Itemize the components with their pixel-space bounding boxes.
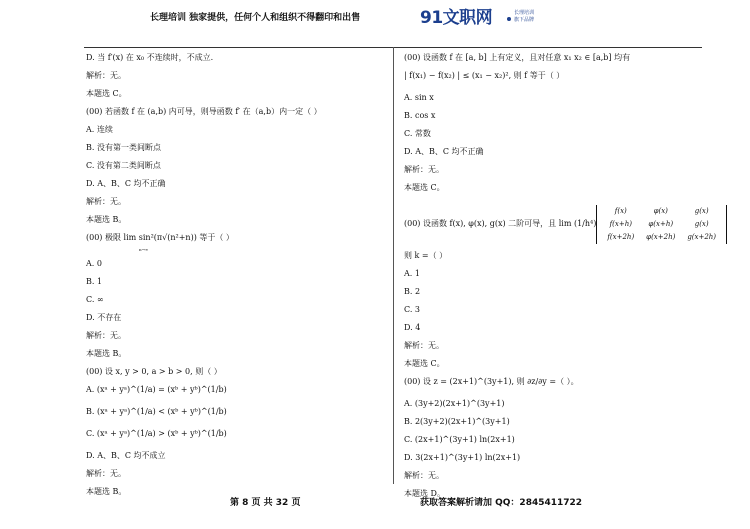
question-text: (00) 极限 lim sin²(π√(n²+n)) 等于（ ） [86,233,234,242]
text-line: 解析：无。 [86,197,126,206]
text-line: 本题选 B。 [86,349,127,358]
option-line: B. 2(3y+2)(2x+1)^(3y+1) [404,417,510,426]
matrix-cell: φ(x) [653,206,668,215]
question-line: (00) 设函数 f 在 [a, b] 上有定义，且对任意 x₁ x₂ ∈ [a,b] 均有 [404,53,631,62]
option-line: A. 0 [86,259,102,268]
question-line: (00) 设 z = (2x+1)^(3y+1), 则 ∂z/∂y =（ ）。 [404,377,579,386]
matrix-cell: g(x+2h) [687,232,717,241]
right-column [404,49,717,503]
option-line: A. (xᵃ + yᵃ)^(1/a) = (xᵇ + yᵇ)^(1/b) [86,385,227,394]
option-line: D. A、B、C 均不成立 [86,451,166,460]
text-line: 解析：无。 [404,471,444,480]
question-line: (00) 设 x, y > 0, a > b > 0, 则（ ） [86,367,222,376]
option-line: C. ∞ [86,295,104,304]
limit-subscript: n→∞ [139,247,149,252]
text-line: 本题选 C。 [404,183,445,192]
text-line: 解析：无。 [404,341,444,350]
determinant-matrix [596,205,727,244]
text-line: 本题选 D。 [404,489,445,498]
site-logo: 91文职网 [420,8,493,28]
matrix-cell: g(x) [694,219,709,228]
question-line: (00) 若函数 f 在 (a,b) 内可导，则导函数 f′ 在（a,b）内一定（ ） [86,107,322,116]
text-line: D. 当 f′(x) 在 x₀ 不连续时，不成立. [86,53,214,62]
contact-info: 获取答案解析请加 QQ：2845411722 [420,498,583,508]
matrix-cell: f(x+2h) [607,232,635,241]
text-line: 本题选 C。 [86,89,127,98]
text-line: 解析：无。 [404,165,444,174]
option-line: A. 1 [404,269,420,278]
text-line: 本题选 B。 [86,215,127,224]
logo-subtitle-1: 长理培训 [514,10,535,16]
matrix-cell: g(x) [694,206,709,215]
option-line: C. 3 [404,305,421,314]
header-notice: 长理培训 独家提供，任何个人和组织不得翻印和出售 [150,13,361,23]
left-column [86,49,386,501]
text-line: 解析：无。 [86,331,126,340]
text-line: 则 k =（ ） [404,251,448,260]
option-line: C. 没有第二类间断点 [86,161,161,170]
page-number: 第 8 页 共 32 页 [230,498,301,508]
text-line: | f(x₁) − f(x₂) | ≤ (x₁ − x₂)², 则 f 等于（ ） [404,71,565,80]
text-line: 解析：无。 [86,71,126,80]
column-divider [393,47,394,484]
matrix-cell: f(x+h) [609,219,632,228]
text-line: 本题选 C。 [404,359,445,368]
matrix-cell: φ(x+2h) [646,232,676,241]
matrix-cell: f(x) [614,206,627,215]
text-line: 本题选 B。 [86,487,127,496]
option-line: A. (3y+2)(2x+1)^(3y+1) [404,399,505,408]
option-line: A. sin x [404,93,434,102]
option-line: D. A、B、C 均不正确 [404,147,484,156]
option-line: D. 不存在 [86,313,122,322]
option-line: B. (xᵃ + yᵃ)^(1/a) < (xᵇ + yᵇ)^(1/b) [86,407,227,416]
option-line: B. cos x [404,111,436,120]
text-line: 解析：无。 [86,469,126,478]
option-line: C. (xᵃ + yᵃ)^(1/a) > (xᵇ + yᵇ)^(1/b) [86,429,227,438]
logo-subtitle-2: 旗下品牌 [514,17,535,23]
question-text: (00) 设函数 f(x), φ(x), g(x) 二阶可导，且 lim (1/h⁴) [404,219,597,228]
option-line: D. A、B、C 均不正确 [86,179,166,188]
option-line: C. (2x+1)^(3y+1) ln(2x+1) [404,435,515,444]
logo-dot-icon [507,17,511,21]
question-line [404,201,717,247]
option-line: D. 4 [404,323,421,332]
option-line: B. 2 [404,287,421,296]
option-line: B. 1 [86,277,103,286]
option-line: C. 常数 [404,129,431,138]
question-line [86,229,386,255]
option-line: A. 连续 [86,125,113,134]
option-line: B. 没有第一类间断点 [86,143,161,152]
option-line: D. 3(2x+1)^(3y+1) ln(2x+1) [404,453,521,462]
matrix-cell: φ(x+h) [648,219,674,228]
